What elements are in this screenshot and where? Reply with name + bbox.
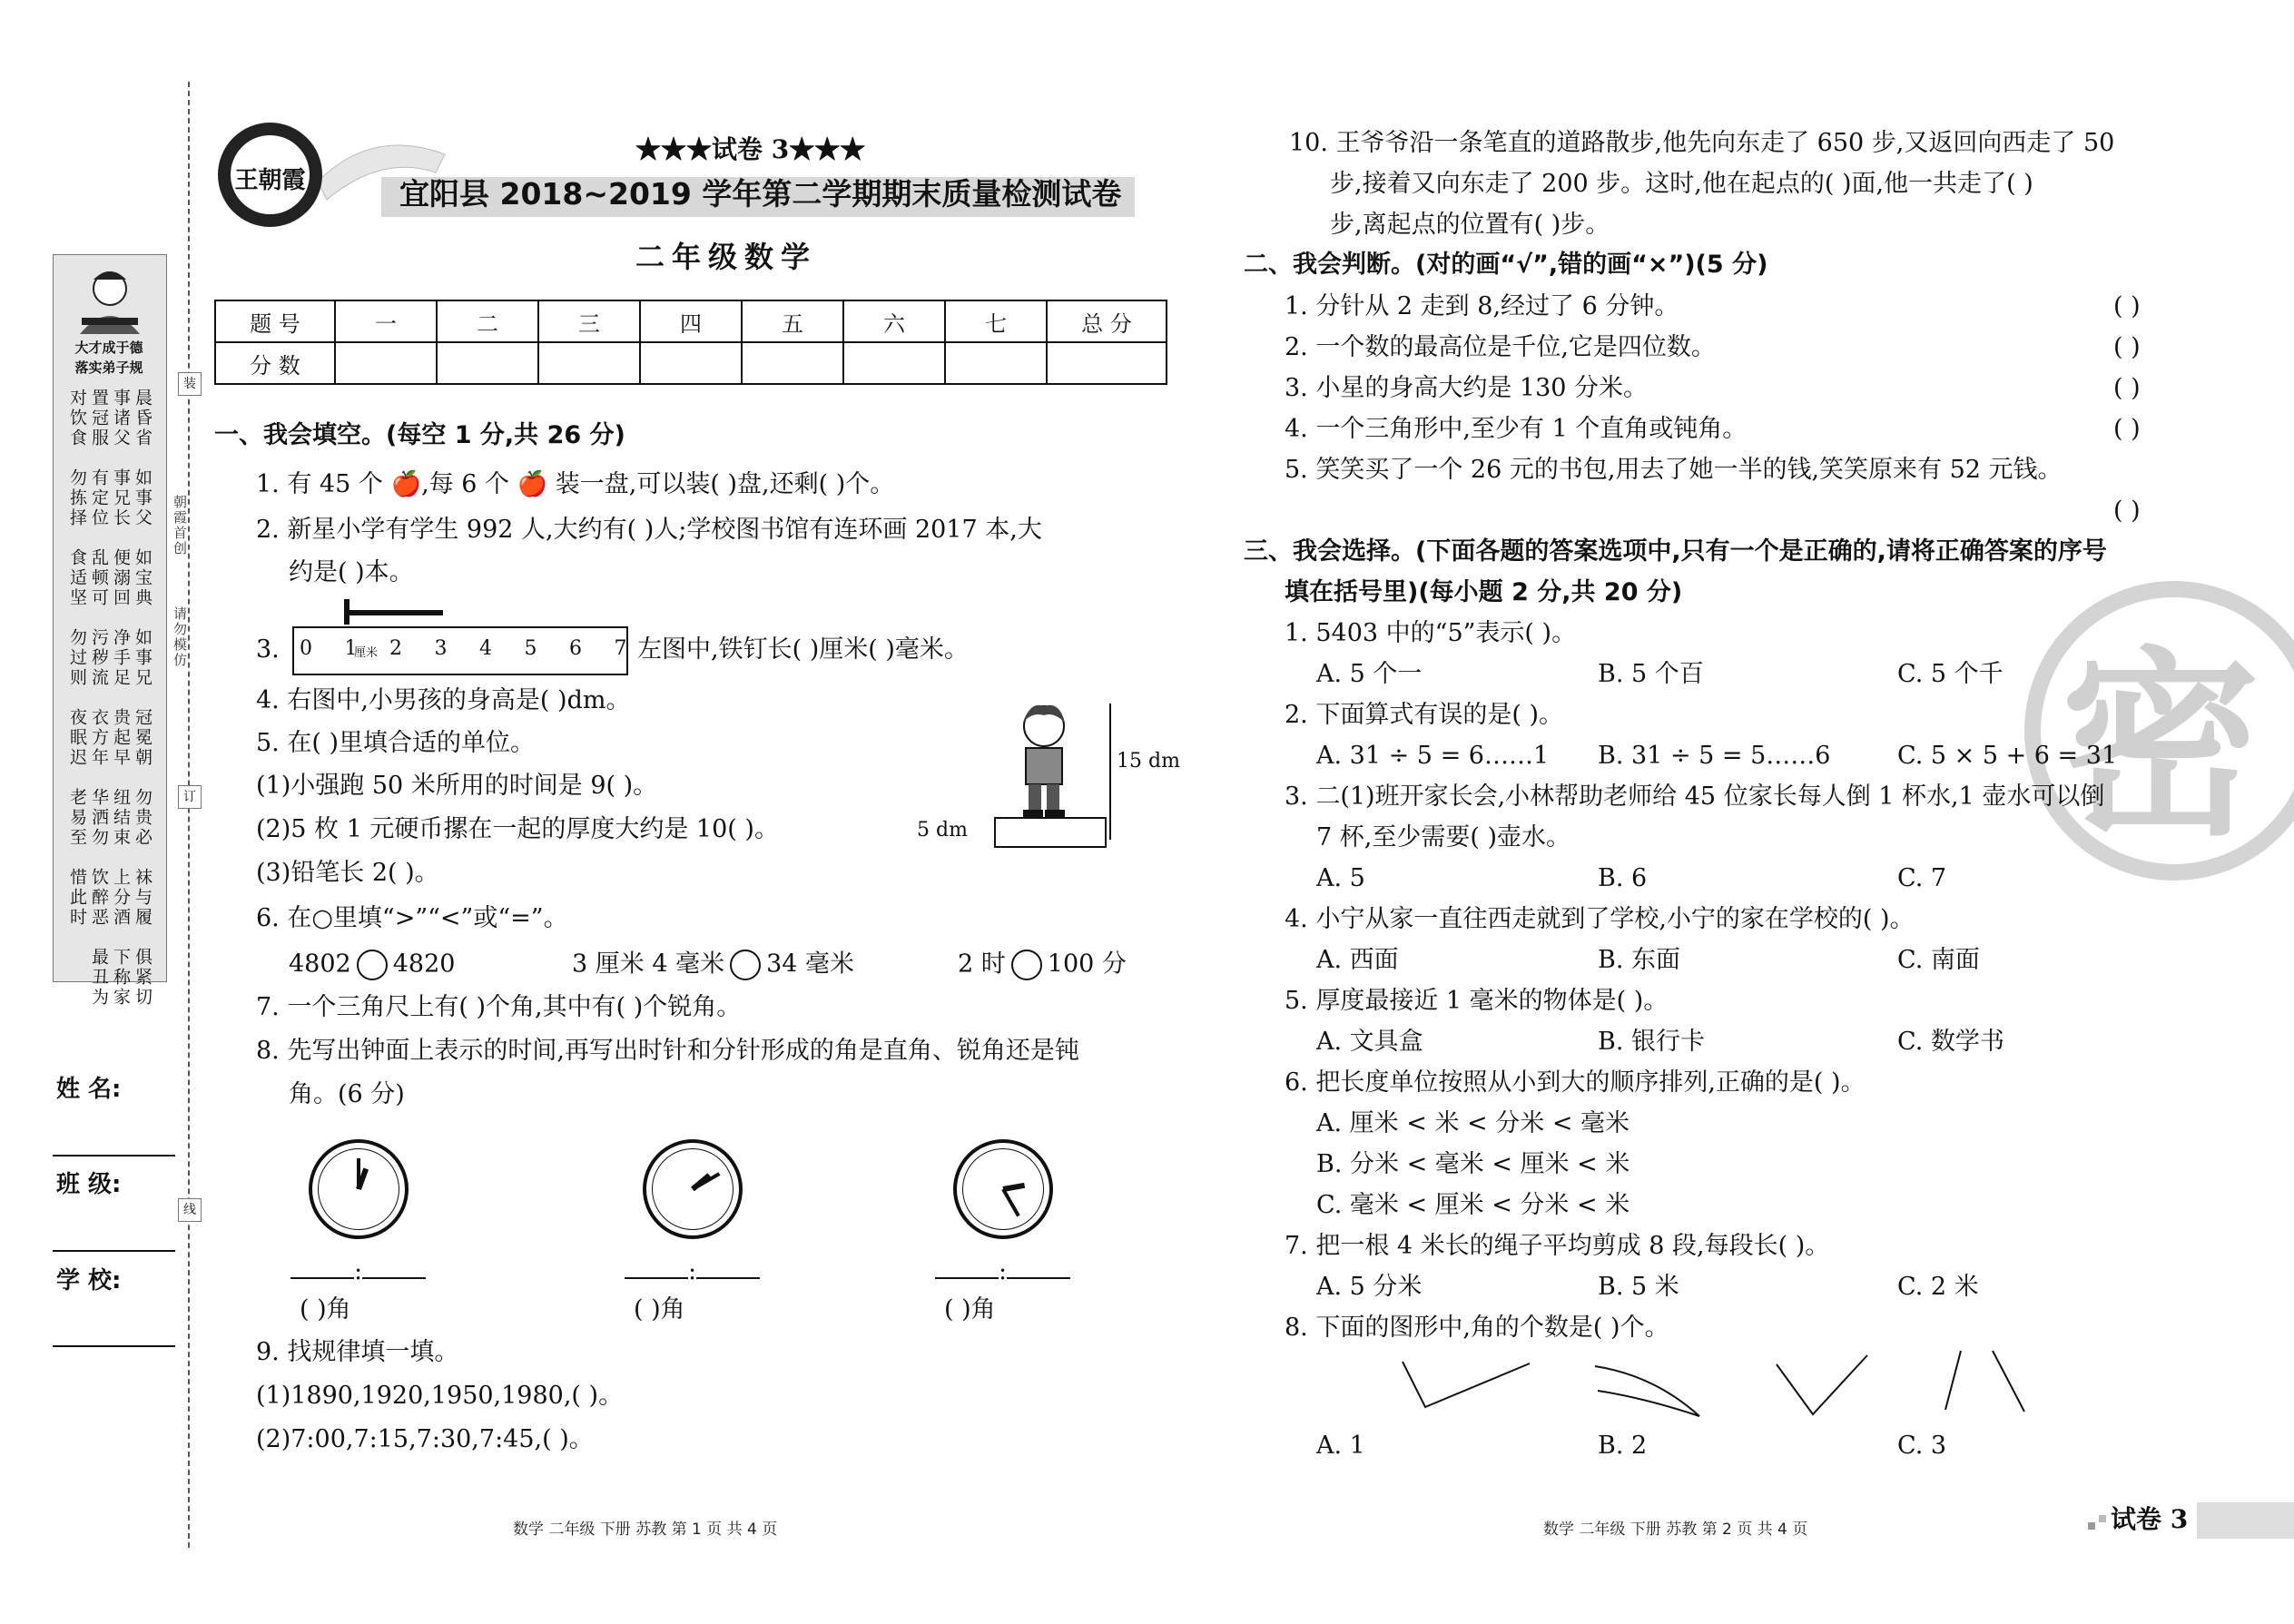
choice-8-option-a: A. 1: [1316, 1432, 1365, 1460]
choice-8-option-c: C. 3: [1897, 1432, 1947, 1460]
compare-a: [289, 950, 455, 980]
angle-figure-4: [1938, 1346, 2029, 1414]
question-8-line2: 角。(6 分): [289, 1080, 405, 1108]
question-9-1: (1)1890,1920,1950,1980,( )。: [256, 1382, 624, 1410]
boy-figure: [1003, 699, 1085, 819]
choice-2-option-c: C. 5 × 5 + 6 = 31: [1897, 742, 2118, 770]
motto-column: 对饮食: [67, 389, 87, 448]
clock-1-time-blank[interactable]: [290, 1257, 426, 1286]
motto-column: 衣方年: [89, 708, 109, 768]
motto-column: 惜此时: [67, 868, 87, 928]
score-header-cell: 一: [335, 300, 437, 342]
compare-b-circle[interactable]: [730, 950, 761, 980]
choice-7-option-b: B. 5 米: [1598, 1273, 1679, 1301]
motto-heading: [56, 338, 162, 378]
compare-c-right: 100 分: [1047, 950, 1127, 979]
name-input-line[interactable]: [53, 1155, 175, 1156]
clock-face: [643, 1139, 743, 1239]
choice-3-line2: 7 杯,至少需要( )壶水。: [1316, 823, 1570, 851]
score-cell[interactable]: [538, 342, 640, 384]
question-1: 1. 有 45 个 🍎,每 6 个 🍎 装一盘,可以装( )盘,还剩( )个。: [256, 470, 895, 498]
motto-column: 勿贵必: [133, 788, 153, 848]
ruler-tick-label: 5: [524, 637, 537, 660]
choice-6-option-a: A. 厘米 < 米 < 分米 < 毫米: [1316, 1109, 1630, 1137]
choice-5: 5. 厚度最接近 1 毫米的物体是( )。: [1285, 987, 1669, 1015]
corner-band: [2197, 1502, 2294, 1539]
motto-column: 华洒勿: [89, 788, 109, 848]
ruler-tick-label: 6: [569, 637, 582, 660]
school-input-line[interactable]: [53, 1345, 175, 1347]
clock-3-time-blank[interactable]: [935, 1257, 1070, 1286]
motto-column: 便溺回: [111, 548, 131, 608]
footer-left: 数学 二年级 下册 苏教 第 1 页 共 4 页: [513, 1521, 778, 1539]
question-10-line3: 步,离起点的位置有( )步。: [1330, 211, 1610, 239]
section3-heading-line2: 填在括号里)(每小题 2 分,共 20 分): [1285, 578, 1683, 606]
judge-1-answer[interactable]: ( ): [2113, 292, 2141, 320]
choice-3-option-b: B. 6: [1598, 864, 1648, 892]
compare-a-left: 4802: [289, 950, 351, 979]
clock-2-angle: ( )角: [634, 1295, 685, 1324]
score-header-cell: 四: [640, 300, 742, 342]
section2-heading: 二、我会判断。(对的画“√”,错的画“×”)(5 分): [1244, 251, 1768, 279]
ruler-tick-label: 2: [389, 637, 402, 660]
motto-column: 夜眠迟: [67, 708, 87, 768]
motto-column: 饮醉恶: [89, 868, 109, 928]
ruler-tick-label: 4: [479, 637, 492, 660]
motto-column: 袜与履: [133, 868, 153, 928]
compare-a-right: 4820: [392, 950, 456, 979]
judge-5-answer[interactable]: ( ): [2113, 497, 2141, 525]
school-label: 学 校:: [56, 1267, 122, 1294]
question-10-line2: 步,接着又向东走了 200 步。这时,他在起点的( )面,他一共走了( ): [1330, 170, 2033, 198]
clock-1-angle: ( )角: [300, 1295, 351, 1324]
compare-b-left: 3 厘米 4 毫米: [572, 950, 725, 979]
stair-height-label: 5 dm: [917, 819, 968, 842]
corner-paper-label: 试卷 3: [2111, 1504, 2189, 1534]
motto-column: 纽结束: [111, 788, 131, 848]
compare-c-left: 2 时: [958, 950, 1006, 979]
ruler-unit: 厘米: [354, 646, 379, 660]
motto-column: 老易至: [67, 788, 87, 848]
motto-column: 勿过则: [67, 628, 87, 688]
score-header-cell: 题 号: [215, 300, 335, 342]
corner-pattern-icon: [2088, 1511, 2110, 1533]
question-8-line1: 8. 先写出钟面上表示的时间,再写出时针和分针形成的角是直角、锐角还是钝: [256, 1037, 1079, 1065]
score-cell[interactable]: [843, 342, 945, 384]
paper-number-label: ★★★试卷 3★★★: [635, 134, 866, 164]
score-header-cell: 七: [945, 300, 1047, 342]
judge-3: 3. 小星的身高大约是 130 分米。: [1285, 374, 1649, 402]
binding-mark-zhuang: 装: [178, 372, 202, 396]
angle-figure-1: [1398, 1353, 1534, 1416]
clock-3-angle: ( )角: [944, 1295, 996, 1324]
choice-1-option-c: C. 5 个千: [1897, 660, 2004, 688]
judge-4-answer[interactable]: ( ): [2113, 415, 2141, 443]
choice-2: 2. 下面算式有误的是( )。: [1285, 701, 1563, 729]
angle-figure-2: [1590, 1353, 1708, 1421]
choice-1-option-b: B. 5 个百: [1598, 660, 1704, 688]
choice-4-option-b: B. 东面: [1598, 946, 1681, 974]
score-header-cell: 二: [437, 300, 538, 342]
clock-2-time-blank[interactable]: [625, 1257, 760, 1286]
choice-1-option-a: A. 5 个一: [1316, 660, 1423, 688]
choice-8-option-b: B. 2: [1598, 1432, 1648, 1460]
choice-5-option-a: A. 文具盒: [1316, 1028, 1423, 1056]
motto-column: 上分酒: [111, 868, 131, 928]
motto-heading-2: 落实弟子规: [74, 359, 143, 376]
time-separator: :: [354, 1257, 363, 1285]
motto-column: 贵起早: [111, 708, 131, 768]
compare-c: [958, 950, 1127, 980]
score-cell[interactable]: [437, 342, 538, 384]
binding-note-1: 朝霞首创: [172, 495, 188, 556]
ruler-tick-label: 3: [434, 637, 448, 660]
score-header-cell: 三: [538, 300, 640, 342]
question-9: 9. 找规律填一填。: [256, 1338, 459, 1366]
nail-head: [340, 599, 359, 626]
score-cell[interactable]: [1047, 342, 1167, 384]
compare-b-right: 34 毫米: [766, 950, 855, 979]
motto-column: 晨昏省: [133, 389, 153, 448]
stair-block: [994, 817, 1107, 848]
motto-column: 事兄长: [111, 468, 131, 528]
score-cell[interactable]: [640, 342, 742, 384]
score-table-header-row: [215, 300, 1167, 342]
choice-4-option-a: A. 西面: [1316, 946, 1399, 974]
choice-6-option-b: B. 分米 < 毫米 < 厘米 < 米: [1316, 1150, 1630, 1178]
motto-column: 俱紧切: [133, 948, 153, 1008]
judge-1: 1. 分针从 2 走到 8,经过了 6 分钟。: [1285, 292, 1679, 320]
choice-3-option-a: A. 5: [1316, 864, 1365, 892]
time-separator: :: [688, 1257, 697, 1285]
motto-column: 如宝典: [133, 548, 153, 608]
question-3-number: 3.: [256, 635, 280, 664]
question-2-line2: 约是( )本。: [289, 558, 414, 586]
class-input-line[interactable]: [53, 1250, 175, 1252]
motto-heading-1: 大才成于德: [74, 340, 143, 356]
ruler-tick-label: 1: [344, 637, 358, 660]
question-3-text: 左图中,铁钉长( )厘米( )毫米。: [637, 635, 969, 664]
score-header-cell: 总 分: [1047, 300, 1167, 342]
choice-6: 6. 把长度单位按照从小到大的顺序排列,正确的是( )。: [1285, 1068, 1866, 1097]
choice-7: 7. 把一根 4 米长的绳子平均剪成 8 段,每段长( )。: [1285, 1232, 1830, 1260]
choice-3-option-c: C. 7: [1897, 864, 1947, 892]
score-cell[interactable]: [945, 342, 1047, 384]
scholar-illustration: [71, 263, 149, 336]
clock-face: [309, 1139, 409, 1239]
class-label: 班 级:: [56, 1171, 122, 1198]
time-separator: :: [999, 1257, 1008, 1285]
choice-4: 4. 小宁从家一直往西走就到了学校,小宁的家在学校的( )。: [1285, 905, 1915, 933]
choice-2-option-b: B. 31 ÷ 5 = 5……6: [1598, 742, 1831, 770]
publisher-logo-text: 王朝霞: [234, 167, 306, 194]
height-dimension-line: [1109, 704, 1111, 840]
nail-figure: [345, 610, 443, 615]
judge-4: 4. 一个三角形中,至少有 1 个直角或钝角。: [1285, 415, 1748, 443]
motto-column: 如事父: [133, 468, 153, 528]
score-row-label: 分 数: [215, 342, 335, 384]
choice-5-option-b: B. 银行卡: [1598, 1028, 1706, 1056]
angle-figure-3: [1772, 1351, 1872, 1419]
motto-column: 如事兄: [133, 628, 153, 688]
choice-7-option-a: A. 5 分米: [1316, 1273, 1423, 1301]
height-label: 15 dm: [1117, 750, 1180, 773]
score-header-cell: 五: [742, 300, 843, 342]
footer-right: 数学 二年级 下册 苏教 第 2 页 共 4 页: [1543, 1521, 1808, 1539]
motto-column: 置冠服: [89, 389, 109, 448]
motto-column: 最丑为: [89, 948, 109, 1008]
compare-a-circle[interactable]: [357, 950, 388, 980]
choice-6-option-c: C. 毫米 < 厘米 < 分米 < 米: [1316, 1191, 1630, 1219]
motto-column: 勿拣择: [67, 468, 87, 528]
motto-column: 污秽流: [89, 628, 109, 688]
judge-3-answer[interactable]: ( ): [2113, 374, 2141, 402]
motto-column: 下称家: [111, 948, 131, 1008]
section3-heading-line1: 三、我会选择。(下面各题的答案选项中,只有一个是正确的,请将正确答案的序号: [1244, 537, 2107, 566]
score-cell[interactable]: [742, 342, 843, 384]
question-10-line1: 10. 王爷爷沿一条笔直的道路散步,他先向东走了 650 步,又返回向西走了 50: [1289, 129, 2115, 157]
score-header-cell: 六: [843, 300, 945, 342]
binding-note-2: 请勿模仿: [172, 606, 188, 668]
question-4: 4. 右图中,小男孩的身高是( )dm。: [256, 686, 631, 714]
judge-2: 2. 一个数的最高位是千位,它是四位数。: [1285, 333, 1716, 361]
choice-3-line1: 3. 二(1)班开家长会,小林帮助老师给 45 位家长每人倒 1 杯水,1 壶水可以倒: [1285, 782, 2105, 811]
question-5-3: (3)铅笔长 2( )。: [256, 859, 439, 887]
choice-4-option-c: C. 南面: [1897, 946, 1980, 974]
binding-mark-xian: 线: [178, 1198, 202, 1222]
motto-column: 有定位: [89, 468, 109, 528]
judge-5: 5. 笑笑买了一个 26 元的书包,用去了她一半的钱,笑笑原来有 52 元钱。: [1285, 456, 2063, 484]
question-5-1: (1)小强跑 50 米所用的时间是 9( )。: [256, 772, 658, 800]
motto-column: 净手足: [111, 628, 131, 688]
ruler-tick-label: 7: [614, 637, 627, 660]
judge-2-answer[interactable]: ( ): [2113, 333, 2141, 361]
question-5: 5. 在( )里填合适的单位。: [256, 729, 535, 757]
binding-line: [188, 82, 190, 1548]
question-5-2: (2)5 枚 1 元硬币摞在一起的厚度大约是 10( )。: [256, 815, 779, 843]
motto-column: 食适坚: [67, 548, 87, 608]
name-label: 姓 名:: [56, 1076, 122, 1103]
score-table: [214, 300, 1167, 385]
compare-b: [572, 950, 854, 980]
choice-1: 1. 5403 中的“5”表示( )。: [1285, 619, 1577, 647]
score-cell[interactable]: [335, 342, 437, 384]
choice-2-option-a: A. 31 ÷ 5 = 6……1: [1316, 742, 1550, 770]
question-7: 7. 一个三角尺上有( )个角,其中有( )个锐角。: [256, 993, 742, 1021]
question-6: 6. 在○里填“>”“<”或“=”。: [256, 904, 568, 932]
score-table-score-row: [215, 342, 1167, 384]
binding-mark-ding: 订: [178, 785, 202, 809]
watermark-seal-char: 密: [2061, 630, 2261, 862]
section1-heading: 一、我会填空。(每空 1 分,共 26 分): [214, 421, 625, 449]
motto-column: 事诸父: [111, 389, 131, 448]
motto-column: 乱顿可: [89, 548, 109, 608]
choice-8: 8. 下面的图形中,角的个数是( )个。: [1285, 1314, 1669, 1342]
question-9-2: (2)7:00,7:15,7:30,7:45,( )。: [256, 1425, 594, 1453]
subject-title: 二年级数学: [635, 240, 818, 274]
choice-7-option-c: C. 2 米: [1897, 1273, 1979, 1301]
ruler-tick-label: 0: [300, 637, 312, 660]
question-2-line1: 2. 新星小学有学生 992 人,大约有( )人;学校图书馆有连环画 2017 本,大: [256, 516, 1042, 544]
exam-title: 宜阳县 2018~2019 学年第二学期期末质量检测试卷: [399, 176, 1122, 212]
clock-face: [953, 1139, 1053, 1239]
motto-column: 冠冕朝: [133, 708, 153, 768]
choice-5-option-c: C. 数学书: [1897, 1028, 2004, 1056]
compare-c-circle[interactable]: [1011, 950, 1042, 980]
